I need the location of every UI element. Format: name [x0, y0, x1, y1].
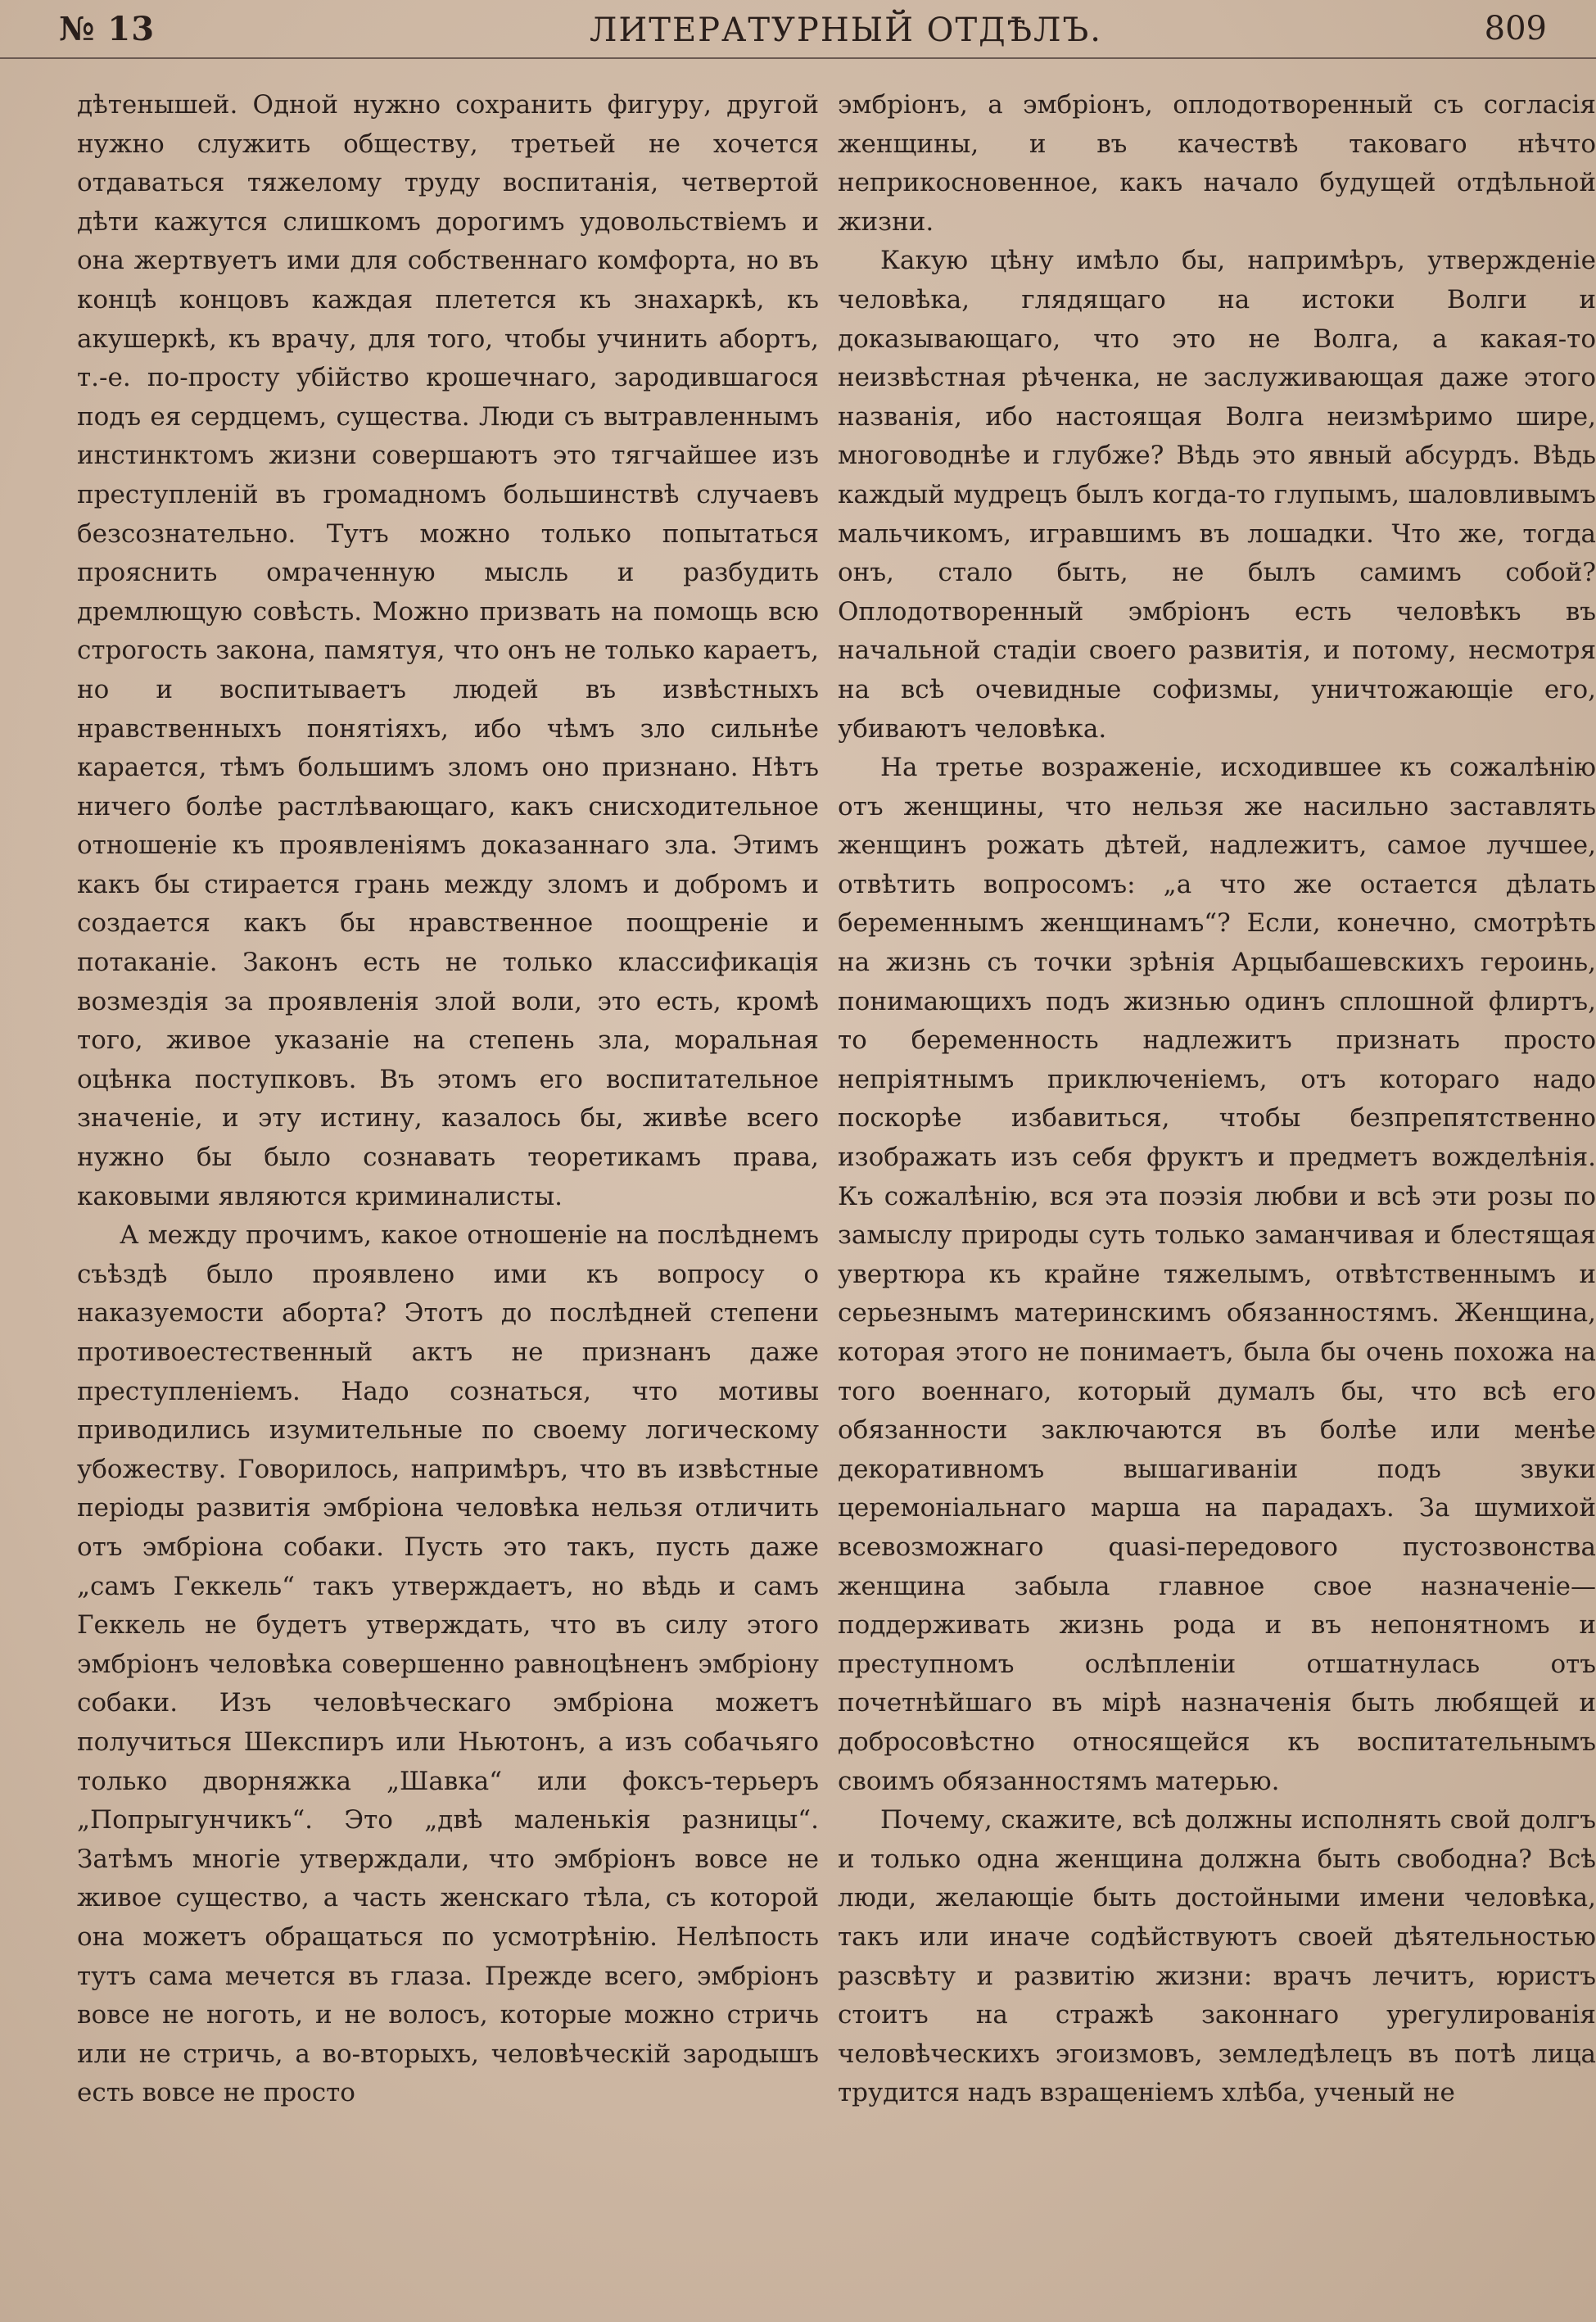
paragraph: эмбріонъ, а эмбріонъ, оплодотворенный съ согласія женщины, и въ качествѣ таковаго нѣчто неприкосновенное, какъ начало будущей отдѣльной жизни. — [838, 90, 1596, 237]
paragraph: Почему, скажите, всѣ должны исполнять свой долгъ и только одна женщина должна быть свободна? Всѣ люди, желающіе быть достойными имени человѣка, такъ или иначе содѣйствуютъ своей дѣятельностью разсвѣту и развитію жизни: врачъ лечитъ, юристъ стоитъ на стражѣ законнаго урегулированія человѣческихъ эгоизмовъ, земледѣлецъ въ потѣ лица трудится надъ взращеніемъ хлѣба, ученый не — [838, 1805, 1596, 2108]
right-column — [838, 86, 1596, 2297]
page-header — [0, 0, 1596, 59]
page-number: 809 — [1484, 10, 1547, 48]
left-column — [77, 86, 819, 2297]
section-title: ЛИТЕРАТУРНЫЙ ОТДѢЛЪ. — [590, 11, 1103, 49]
paragraph: Какую цѣну имѣло бы, напримѣръ, утвержденіе человѣка, глядящаго на истоки Волги и доказывающаго, что это не Волга, а какая-то неизвѣстная рѣченка, не заслуживающая даже этого названія, ибо настоящая Волга неизмѣримо шире, многоводнѣе и глубже? Вѣдь это явный абсурдъ. Вѣдь каждый мудрецъ былъ когда-то глупымъ, шаловливымъ мальчикомъ, игравшимъ въ лошадки. Что же, тогда онъ, стало быть, не былъ самимъ собой? Оплодотворенный эмбріонъ есть человѣкъ въ начальной стадіи своего развитія, и потому, несмотря на всѣ очевидные софизмы, уничтожающіе его, убиваютъ человѣка. — [838, 246, 1596, 744]
paragraph: А между прочимъ, какое отношеніе на послѣднемъ съѣздѣ было проявлено ими къ вопросу о наказуемости аборта? Этотъ до послѣдней степени противоестественный актъ не признанъ даже преступленіемъ. Надо сознаться, что мотивы приводились изумительные по своему логическому убожеству. Говорилось, напримѣръ, что въ извѣстные періоды развитія эмбріона человѣка нельзя отличить отъ эмбріона собаки. Пусть это такъ, пусть даже „самъ Геккель“ такъ утверждаетъ, но вѣдь и самъ Геккель не будетъ утверждать, что въ силу этого эмбріонъ человѣка совершенно равноцѣненъ эмбріону собаки. Изъ человѣческаго эмбріона можетъ получиться Шекспиръ или Ньютонъ, а изъ собачьяго только дворняжка „Шавка“ или фоксъ-терьеръ „Попрыгунчикъ“. Это „двѣ маленькія разницы“. Затѣмъ многіе утверждали, что эмбріонъ вовсе не живое существо, а часть женскаго тѣла, съ которой она можетъ обращаться по усмотрѣнію. Нелѣпость тутъ сама мечется въ глаза. Прежде всего, эмбріонъ вовсе не ноготь, и не волосъ, которые можно стричь или не стричь, а во-вторыхъ, человѣческій зародышъ есть вовсе не просто — [77, 1220, 819, 2108]
issue-number: № 13 — [59, 10, 156, 48]
paragraph: На третье возраженіе, исходившее къ сожалѣнію отъ женщины, что нельзя же насильно заставлять женщинъ рожать дѣтей, надлежитъ, самое лучшее, отвѣтить вопросомъ: „а что же остается дѣлать беременнымъ женщинамъ“? Если, конечно, смотрѣть на жизнь съ точки зрѣнія Арцыбашевскихъ героинь, понимающихъ подъ жизнью одинъ сплошной флиртъ, то беременность надлежитъ признать просто непріятнымъ приключеніемъ, отъ котораго надо поскорѣе избавиться, чтобы безпрепятственно изображать изъ себя фруктъ и предметъ вожделѣнія. Къ сожалѣнію, вся эта поэзія любви и всѣ эти розы по замыслу природы суть только заманчивая и блестящая увертюра къ крайне тяжелымъ, отвѣтственнымъ и серьезнымъ материнскимъ обязанностямъ. Женщина, которая этого не понимаетъ, была бы очень похожа на того военнаго, который думалъ бы, что всѣ его обязанности заключаются въ болѣе или менѣе декоративномъ вышагиваніи подъ звуки церемоніальнаго марша на парадахъ. За шумихой всевозможнаго quasi-передового пустозвонства женщина забыла главное свое назначеніе—поддерживать жизнь рода и въ непонятномъ и преступномъ ослѣпленіи отшатнулась отъ почетнѣйшаго въ мірѣ назначенія быть любящей и добросовѣстно относящейся къ воспитательнымъ своимъ обязанностямъ матерью. — [838, 753, 1596, 1796]
paragraph: дѣтенышей. Одной нужно сохранить фигуру, другой нужно служить обществу, третьей не хочется отдаваться тяжелому труду воспитанія, четвертой дѣти кажутся слишкомъ дорогимъ удовольствіемъ и она жертвуетъ ими для собственнаго комфорта, но въ концѣ концовъ каждая плетется къ знахаркѣ, къ акушеркѣ, къ врачу, для того, чтобы учинить абортъ, т.-е. по-просту убійство крошечнаго, зародившагося подъ ея сердцемъ, существа. Люди съ вытравленнымъ инстинктомъ жизни совершаютъ это тягчайшее изъ преступленій въ громадномъ большинствѣ случаевъ безсознательно. Тутъ можно только попытаться прояснить омраченную мысль и разбудить дремлющую совѣсть. Можно призвать на помощь всю строгость закона, памятуя, что онъ не только караетъ, но и воспитываетъ людей въ извѣстныхъ нравственныхъ понятіяхъ, ибо чѣмъ зло сильнѣе карается, тѣмъ большимъ зломъ оно признано. Нѣтъ ничего болѣе растлѣвающаго, какъ снисходительное отношеніе къ проявленіямъ доказаннаго зла. Этимъ какъ бы стирается грань между зломъ и добромъ и создается какъ бы нравственное поощреніе и потаканіе. Законъ есть не только классификація возмездія за проявленія злой воли, это есть, кромѣ того, живое указаніе на степень зла, моральная оцѣнка поступковъ. Въ этомъ его воспитательное значеніе, и эту истину, казалось бы, живѣе всего нужно бы было сознавать теоретикамъ права, каковыми являются криминалисты. — [77, 90, 819, 1211]
